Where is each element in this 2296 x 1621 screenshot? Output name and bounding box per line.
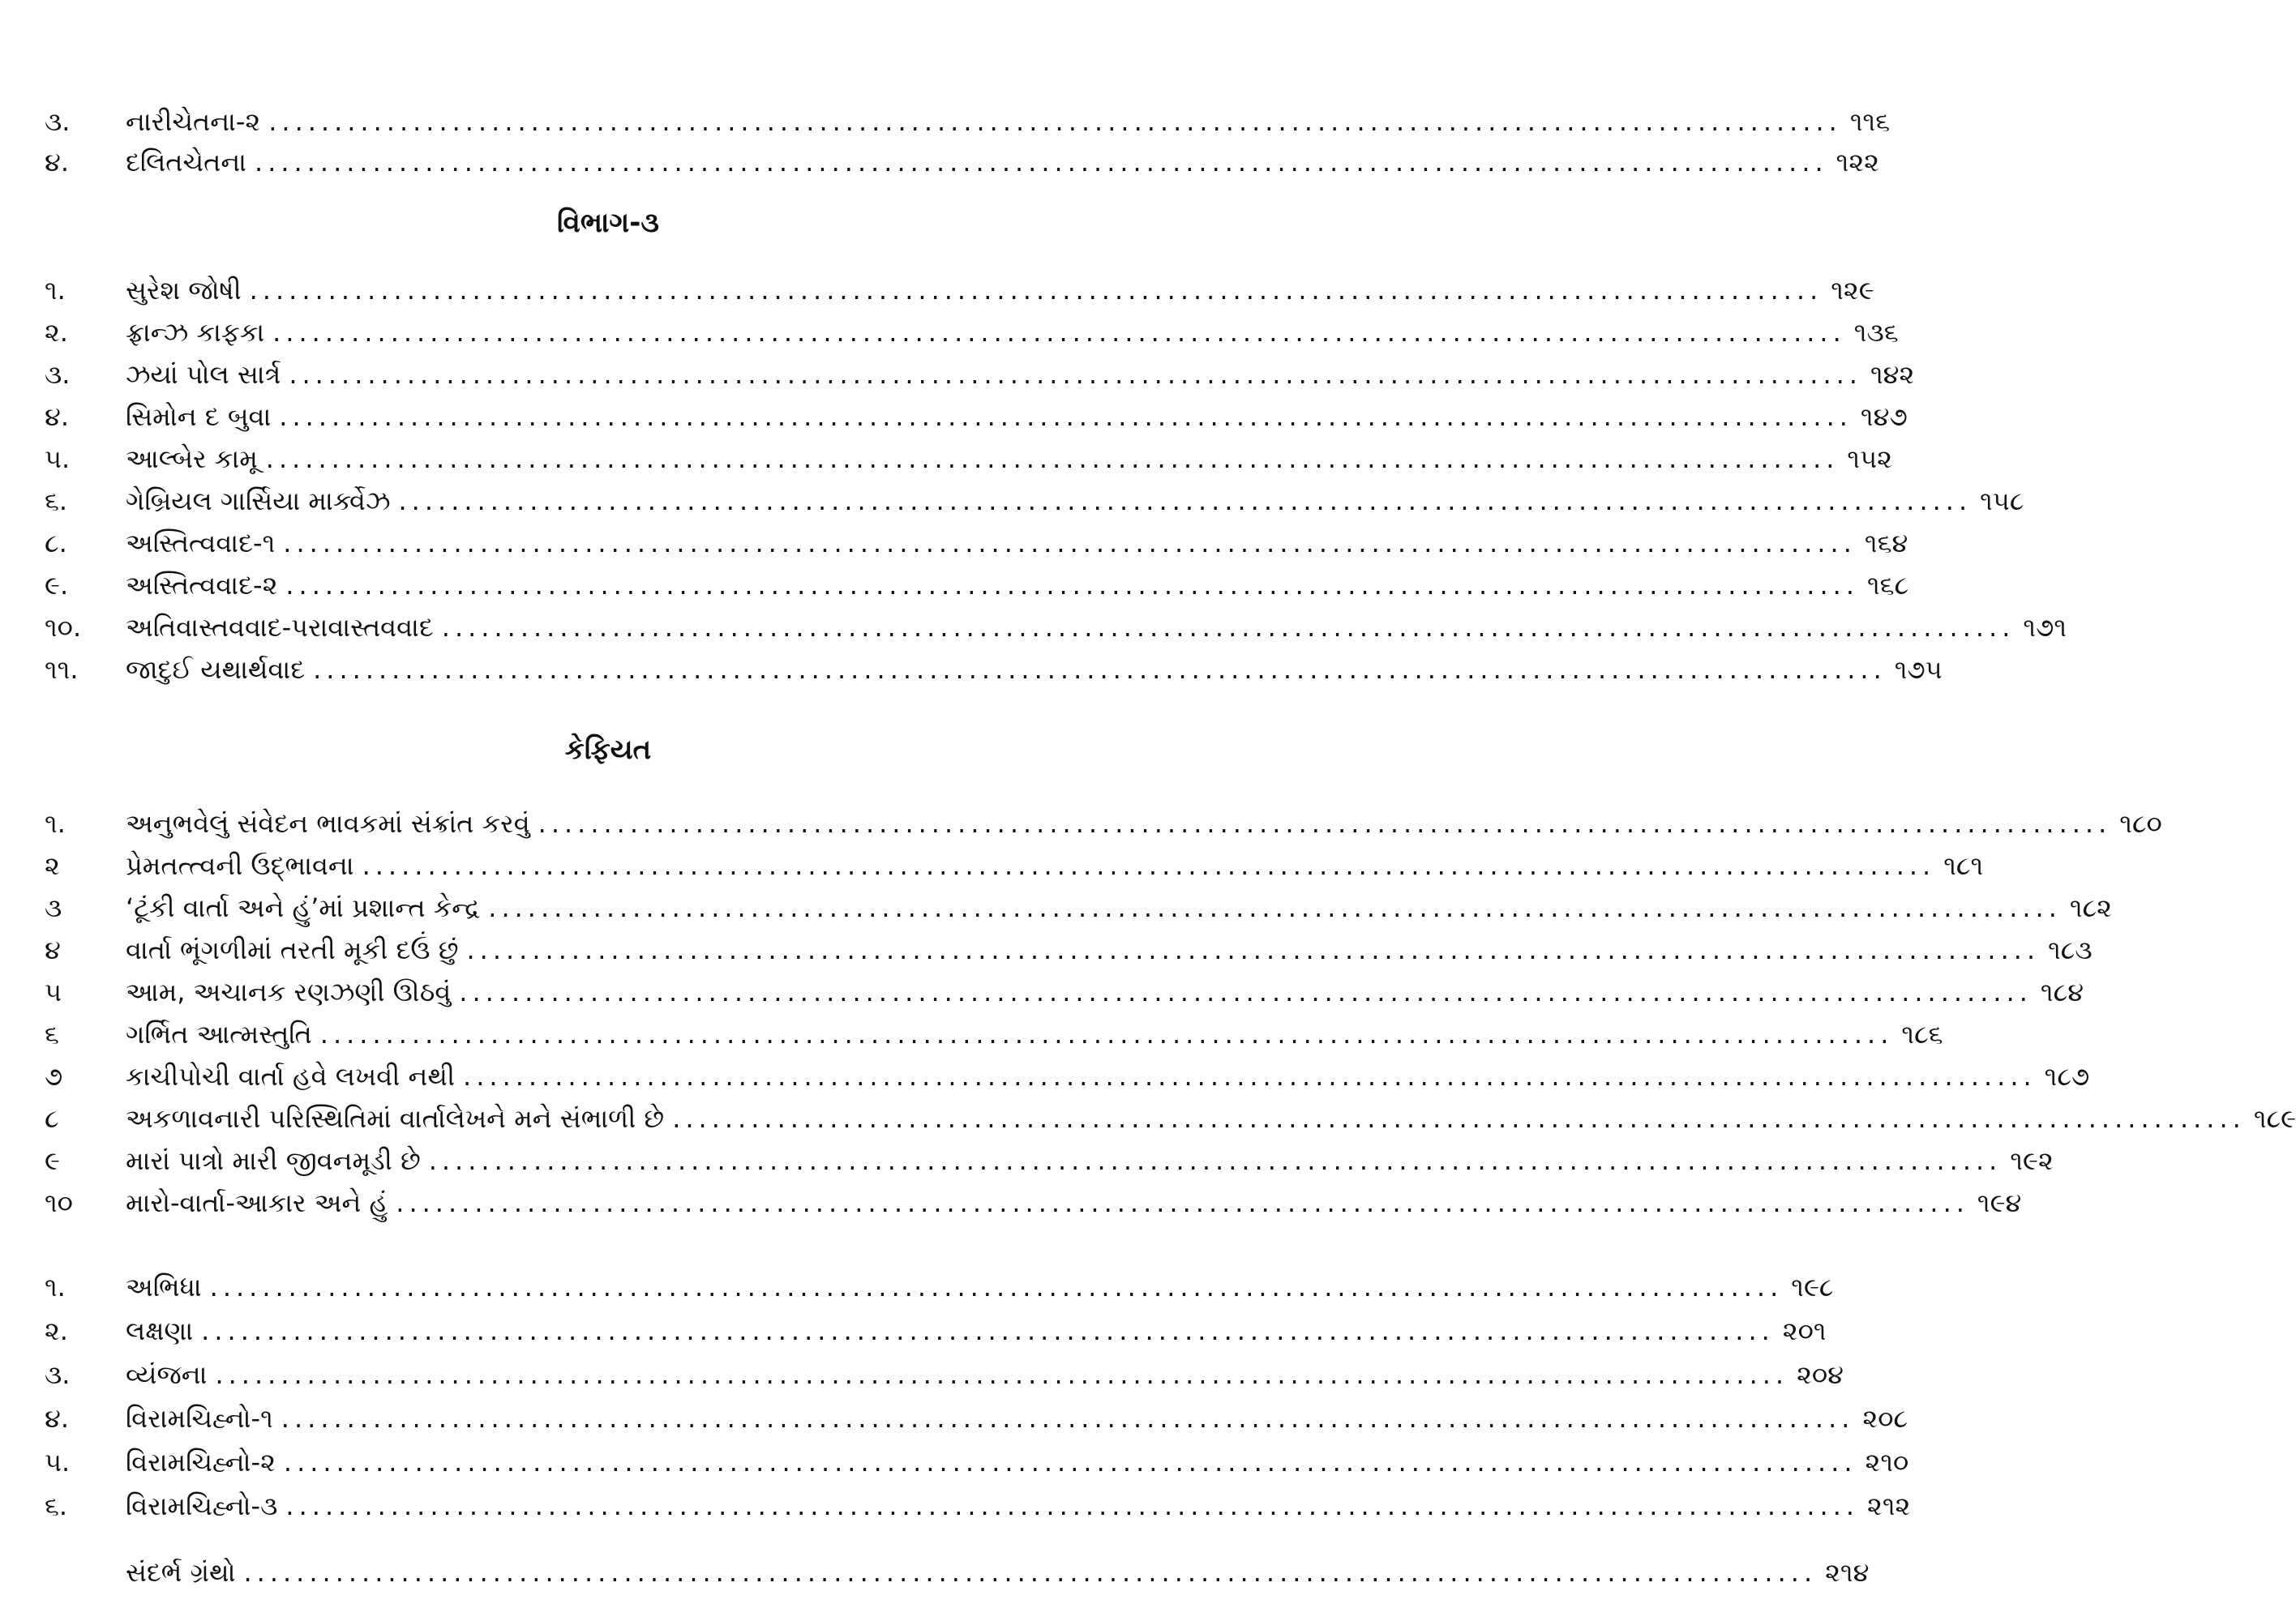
entry-page: ૧૮૧ bbox=[1943, 850, 1984, 881]
dot-leader: ........................................................................................................................ bbox=[538, 808, 2112, 839]
entry-number: ૧૦. bbox=[45, 612, 82, 643]
entry-page: ૧૮૭ bbox=[2044, 1061, 2090, 1092]
dot-leader: ........................................................................................................................ bbox=[285, 1491, 1860, 1521]
dot-leader: ........................................................................................................................ bbox=[281, 1403, 1855, 1434]
entry-title: અકળાવનારી પરિસ્થિતિમાં વાર્તાલેખને મને સંભાળી છે bbox=[126, 1103, 665, 1134]
entry-number: ૩. bbox=[45, 106, 71, 137]
entry-number: ૮. bbox=[45, 528, 67, 558]
toc-entry bbox=[45, 647, 1943, 686]
entry-title: અતિવાસ્તવવાદ-પરાવાસ્તવવાદ bbox=[126, 612, 434, 643]
toc-entry bbox=[45, 394, 1908, 433]
entry-number: ૨. bbox=[45, 1315, 68, 1346]
dot-leader: ........................................................................................................................ bbox=[249, 275, 1823, 306]
dot-leader: ........................................................................................................................ bbox=[398, 485, 1973, 516]
dot-leader: ........................................................................................................................ bbox=[488, 892, 2062, 923]
entry-title: ગેબ્રિયલ ગાર્સિયા માર્ક્વેઝ bbox=[126, 485, 391, 516]
entry-title: આમ, અચાનક રણઝણી ઊઠવું bbox=[126, 977, 452, 1007]
entry-title: દલિતચેતના bbox=[126, 147, 247, 177]
entry-title: અસ્તિત્વવાદ-૧ bbox=[126, 528, 276, 558]
entry-page: ૨૦૧ bbox=[1782, 1315, 1827, 1346]
toc-entry bbox=[45, 843, 1984, 882]
entry-title: આલ્બેર કામૂ bbox=[126, 443, 258, 474]
dot-leader: ........................................................................................................................ bbox=[428, 1145, 2003, 1176]
toc-entry bbox=[45, 1054, 2090, 1093]
entry-number: ૧. bbox=[45, 275, 66, 306]
toc-entry bbox=[45, 310, 1899, 349]
entry-page: ૧૮૩ bbox=[2048, 935, 2093, 965]
toc-entry bbox=[45, 1264, 1834, 1303]
entry-title: જાદુઈ યથાર્થવાદ bbox=[126, 654, 306, 685]
dot-leader: ........................................................................................................................ bbox=[215, 1359, 1789, 1390]
toc-entry bbox=[45, 478, 2024, 517]
entry-page: ૧૬૪ bbox=[1864, 528, 1908, 558]
toc-entry bbox=[45, 927, 2093, 966]
entry-number: ૬. bbox=[45, 1491, 68, 1521]
entry-title: ‘ટૂંકી વાર્તા અને હું’માં પ્રશાન્ત કેન્દ્ર bbox=[126, 892, 481, 923]
entry-page: ૧૨૨ bbox=[1836, 147, 1879, 177]
toc-entry bbox=[45, 1439, 1909, 1478]
entry-title: ગર્ભિત આત્મસ્તુતિ bbox=[126, 1019, 312, 1050]
entry-number: ૩ bbox=[45, 892, 62, 923]
entry-number: ૨ bbox=[45, 850, 60, 881]
entry-title: મારો-વાર્તા-આકાર અને હું bbox=[126, 1187, 388, 1218]
entry-number: ૫. bbox=[45, 443, 71, 474]
entry-title: પ્રેમતત્ત્વની ઉદ્ભાવના bbox=[126, 850, 354, 881]
entry-number: ૯. bbox=[45, 570, 69, 601]
entry-number: ૪. bbox=[45, 401, 70, 432]
toc-entry bbox=[45, 562, 1909, 601]
entry-title: કાચીપોચી વાર્તા હવે લખવી નથી bbox=[126, 1061, 456, 1092]
entry-number: ૧. bbox=[45, 1272, 66, 1302]
toc-entry bbox=[45, 1180, 2022, 1219]
entry-page: ૧૯૪ bbox=[1977, 1187, 2022, 1218]
dot-leader: ........................................................................................................................ bbox=[459, 977, 2033, 1007]
dot-leader: ........................................................................................................................ bbox=[268, 106, 1842, 137]
entry-number: ૧. bbox=[45, 808, 66, 839]
toc-entry bbox=[45, 1138, 2054, 1177]
entry-page: ૧૭૧ bbox=[2023, 612, 2067, 643]
entry-number: ૯ bbox=[45, 1145, 60, 1176]
dot-leader: ........................................................................................................................ bbox=[283, 528, 1857, 558]
dot-leader: ........................................................................................................................ bbox=[289, 359, 1862, 390]
entry-title: ઝયાં પોલ સાર્ત્ર bbox=[126, 359, 281, 390]
entry-page: ૧૯૮ bbox=[1791, 1272, 1834, 1302]
dot-leader: ........................................................................................................................ bbox=[279, 401, 1853, 432]
entry-page: ૧૬૮ bbox=[1866, 570, 1909, 601]
entry-number: ૩. bbox=[45, 359, 71, 390]
entry-title: અભિધા bbox=[126, 1272, 202, 1302]
toc-entry bbox=[45, 1483, 1911, 1522]
toc-entry bbox=[45, 801, 2162, 840]
entry-page: ૧૮૦ bbox=[2119, 808, 2162, 839]
toc-entry bbox=[45, 1096, 2296, 1135]
entry-number: ૪. bbox=[45, 1403, 70, 1434]
entry-title: અસ્તિત્વવાદ-૨ bbox=[126, 570, 278, 601]
entry-page: ૧૧૬ bbox=[1849, 106, 1891, 137]
dot-leader: ........................................................................................................................ bbox=[285, 570, 1859, 601]
entry-title: સંદર્ભ ગ્રંથો bbox=[126, 1557, 236, 1588]
entry-page: ૧૪૭ bbox=[1860, 401, 1908, 432]
entry-title: સુરેશ જોષી bbox=[126, 275, 242, 306]
entry-title: વિરામચિહ્નો-૧ bbox=[126, 1403, 273, 1434]
entry-number: ૧૧. bbox=[45, 654, 79, 685]
toc-entry bbox=[45, 1308, 1827, 1347]
entry-page: ૧૪૨ bbox=[1870, 359, 1915, 390]
entry-title: વાર્તા ભૂંગળીમાં તરતી મૂકી દઉં છું bbox=[126, 935, 459, 965]
toc-entry bbox=[45, 99, 1891, 138]
dot-leader: ........................................................................................................................ bbox=[463, 1061, 2037, 1092]
entry-number: ૫. bbox=[45, 1447, 71, 1478]
entry-title: વ્યંજના bbox=[126, 1359, 208, 1390]
entry-page: ૧૮૪ bbox=[2040, 977, 2084, 1007]
entry-title: અનુભવેલું સંવેદન ભાવકમાં સંક્રાંત કરવું bbox=[126, 808, 530, 839]
entry-number: ૩. bbox=[45, 1359, 71, 1390]
dot-leader: ........................................................................................................................ bbox=[209, 1272, 1784, 1302]
toc-entry bbox=[45, 436, 1892, 475]
entry-page: ૧૮૬ bbox=[1901, 1019, 1943, 1050]
toc-entry bbox=[45, 969, 2084, 1008]
entry-page: ૧૭૫ bbox=[1894, 654, 1943, 685]
dot-leader: ........................................................................................................................ bbox=[362, 850, 1936, 881]
entry-page: ૧૮૯ bbox=[2253, 1103, 2296, 1134]
entry-number: ૧૦ bbox=[45, 1187, 73, 1218]
entry-number: ૭ bbox=[45, 1061, 63, 1092]
dot-leader: ........................................................................................................................ bbox=[272, 317, 1846, 348]
toc-entry bbox=[45, 520, 1908, 559]
entry-number: ૫ bbox=[45, 977, 62, 1007]
dot-leader: ........................................................................................................................ bbox=[466, 935, 2041, 965]
entry-page: ૧૩૬ bbox=[1853, 317, 1899, 348]
entry-number: ૨. bbox=[45, 317, 68, 348]
toc-entry bbox=[45, 267, 1874, 306]
toc-entry-references bbox=[45, 1550, 1870, 1589]
toc-entry bbox=[45, 885, 2112, 924]
toc-entry bbox=[45, 352, 1915, 391]
toc-entry bbox=[45, 139, 1879, 178]
entry-title: ફ્રાન્ઝ કાફકા bbox=[126, 317, 265, 348]
dot-leader: ........................................................................................................................ bbox=[319, 1019, 1894, 1050]
entry-page: ૧૫૮ bbox=[1980, 485, 2024, 516]
entry-number: ૪ bbox=[45, 935, 61, 965]
toc-entry bbox=[45, 605, 2067, 644]
entry-page: ૨૦૮ bbox=[1862, 1403, 1908, 1434]
entry-number: ૪. bbox=[45, 147, 70, 177]
entry-page: ૧૨૯ bbox=[1831, 275, 1874, 306]
entry-title: વિરામચિહ્નો-૩ bbox=[126, 1491, 278, 1521]
dot-leader: ........................................................................................................................ bbox=[396, 1187, 1969, 1218]
entry-page: ૧૯૨ bbox=[2010, 1145, 2054, 1176]
dot-leader: ........................................................................................................................ bbox=[672, 1103, 2246, 1134]
section-heading: વિભાગ-૩ bbox=[557, 207, 659, 239]
toc-entry bbox=[45, 1352, 1844, 1391]
entry-page: ૧૮૨ bbox=[2069, 892, 2112, 923]
entry-page: ૨૦૪ bbox=[1797, 1359, 1844, 1390]
entry-page: ૨૧૨ bbox=[1867, 1491, 1911, 1521]
entry-title: વિરામચિહ્નો-૨ bbox=[126, 1447, 276, 1478]
entry-page: ૧૫૨ bbox=[1847, 443, 1892, 474]
dot-leader: ........................................................................................................................ bbox=[283, 1447, 1857, 1478]
dot-leader: ........................................................................................................................ bbox=[255, 147, 1828, 177]
entry-title: લક્ષણા bbox=[126, 1315, 194, 1346]
entry-number: ૮ bbox=[45, 1103, 59, 1134]
entry-title: નારીચેતના-૨ bbox=[126, 106, 261, 137]
section-heading: કેફિયત bbox=[564, 734, 652, 766]
entry-title: સિમોન દ બુવા bbox=[126, 401, 272, 432]
entry-page: ૨૧૪ bbox=[1825, 1557, 1870, 1588]
dot-leader: ........................................................................................................................ bbox=[265, 443, 1840, 474]
entry-title: મારાં પાત્રો મારી જીવનમૂડી છે bbox=[126, 1145, 421, 1176]
dot-leader: ........................................................................................................................ bbox=[243, 1557, 1818, 1588]
entry-number: ૬. bbox=[45, 485, 68, 516]
dot-leader: ........................................................................................................................ bbox=[201, 1315, 1775, 1346]
toc-entry bbox=[45, 1012, 1943, 1050]
entry-page: ૨૧૦ bbox=[1865, 1447, 1909, 1478]
entry-number: ૬ bbox=[45, 1019, 59, 1050]
dot-leader: ........................................................................................................................ bbox=[313, 654, 1887, 685]
dot-leader: ........................................................................................................................ bbox=[441, 612, 2015, 643]
toc-entry bbox=[45, 1396, 1908, 1435]
